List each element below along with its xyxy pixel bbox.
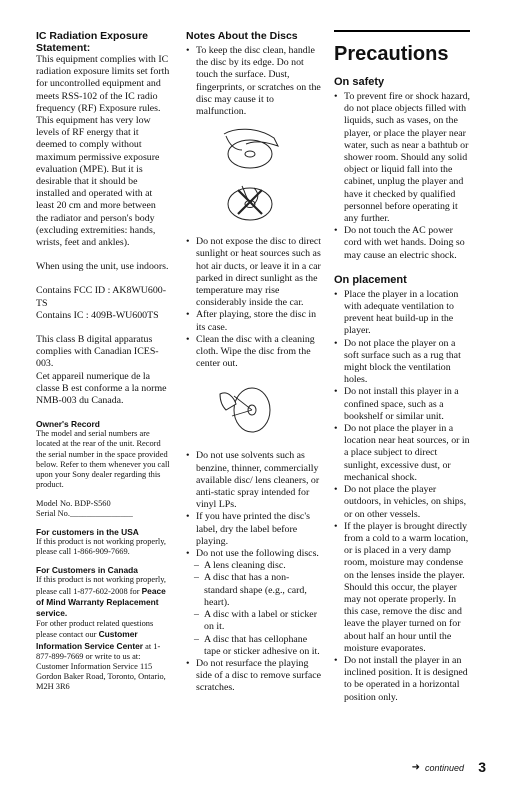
- list-item: – A disc that has cellophane tape or sticker adhesive on it.: [186, 634, 322, 658]
- owners-record-title: Owner's Record: [36, 419, 100, 430]
- canada-text-3: at 1-877-899-7669 or write to us at: Customer Information Service 115 Gordon Baker Road, Toronto, Ontario, M2H 3R6: [36, 641, 166, 692]
- placement-list: [334, 289, 470, 704]
- disc-handling-illustration: [216, 124, 288, 230]
- hand-holding-disc-icon: [224, 129, 278, 168]
- unusable-discs-list: [186, 560, 322, 658]
- page-footer: [396, 760, 486, 776]
- owners-record-body: The model and serial numbers are located at the rear of the unit. Record the serial number in the space provided below. Refer to them whenever you call upon your Sony dealer regarding this product.: [36, 429, 170, 490]
- column-middle: [186, 30, 322, 695]
- column-left: [36, 30, 170, 693]
- list-item: • Do not resurface the playing side of a disc to remove surface scratches.: [186, 658, 322, 695]
- on-placement-title: On placement: [334, 273, 407, 286]
- indoors-note: When using the unit, use indoors.: [36, 261, 169, 273]
- arrow-right-icon: ➜: [411, 762, 420, 773]
- list-item: • Do not use solvents such as benzine, thinner, commercially available disc/ lens cleaners, or anti-static spray intended for vinyl LPs.: [186, 450, 322, 511]
- ic-radiation-title: IC Radiation Exposure Statement:: [36, 30, 149, 54]
- disc-notes-list-1: [186, 45, 322, 118]
- disc-notes-list-4: [186, 658, 322, 695]
- fcc-id: Contains FCC ID : AK8WU600-TS: [36, 285, 167, 309]
- list-item: • If the player is brought directly from a cold to a warm location, or is placed in a very damp room, moisture may condense on the lenses inside the player. Should this occur, the player may not operate properly. In this case, remove the disc and leave the player turned on for about half an hour until the moisture evaporates.: [334, 521, 470, 655]
- serial-number: Serial No._______________: [36, 508, 133, 518]
- canada-paragraph-2: [36, 619, 170, 692]
- list-item: – A lens cleaning disc.: [186, 560, 322, 572]
- ic-id: Contains IC : 409B-WU600TS: [36, 309, 159, 321]
- list-item: • Do not place the player on a soft surface such as a rug that might block the ventilation holes.: [334, 338, 470, 387]
- list-item: • To prevent fire or shock hazard, do not place objects filled with liquids, such as vases, on the player, or place the player near water, such as near a bathtub or shower room. Should any solid object or liquid fall into the cabinet, unplug the player and have it checked by qualified personnel before operating it any further.: [334, 91, 470, 225]
- usa-title: For customers in the USA: [36, 526, 139, 537]
- list-item: • Do not place the player outdoors, in vehicles, on ships, or on other vessels.: [334, 484, 470, 521]
- list-item: – A disc with a label or sticker on it.: [186, 609, 322, 633]
- list-item: • If you have printed the disc's label, dry the label before playing.: [186, 511, 322, 548]
- disc-cleaning-illustration: [216, 376, 276, 444]
- canada-text-2: For other product related questions please contact our: [36, 619, 154, 640]
- warranty-service: Peace of Mind Warranty Replacement service.: [36, 585, 166, 618]
- canada-title: For Customers in Canada: [36, 565, 138, 576]
- list-item: • Place the player in a location with adequate ventilation to prevent heat build-up in the player.: [334, 289, 470, 338]
- usa-body: If this product is not working properly, please call 1-866-909-7669.: [36, 536, 166, 557]
- list-item: • Do not install this player in a confined space, such as a bookshelf or similar unit.: [334, 386, 470, 423]
- list-item: • Do not touch the AC power cord with wet hands. Doing so may cause an electric shock.: [334, 225, 470, 262]
- canada-paragraph-1: [36, 575, 170, 619]
- list-item: • Clean the disc with a cleaning cloth. Wipe the disc from the center out.: [186, 334, 322, 371]
- class-b-english: This class B digital apparatus complies with Canadian ICES-003.: [36, 334, 159, 370]
- on-safety-title: On safety: [334, 76, 385, 88]
- list-item: – A disc that has a non-standard shape (e.g., card, heart).: [186, 572, 322, 609]
- fingerprint-disc-icon: [228, 186, 272, 220]
- safety-list: [334, 91, 470, 262]
- precautions-title: Precautions: [334, 30, 470, 66]
- notes-discs-title: Notes About the Discs: [186, 30, 298, 42]
- list-item: • Do not expose the disc to direct sunlight or heat sources such as hot air ducts, or leave it in a car parked in direct sunlight as the temperature may rise considerably inside the car.: [186, 236, 322, 309]
- disc-notes-list-2: [186, 236, 322, 370]
- disc-notes-list-3: [186, 450, 322, 560]
- list-item: • After playing, store the disc in its case.: [186, 309, 322, 333]
- list-item: • Do not install the player in an inclined position. It is designed to be operated in a horizontal position only.: [334, 655, 470, 704]
- list-item: • Do not use the following discs.: [186, 548, 322, 560]
- continued-label: continued: [424, 763, 464, 773]
- class-b-french: Cet appareil numerique de la classe B est conforme a la norme NMB-003 du Canada.: [36, 370, 167, 407]
- column-right: [334, 30, 470, 704]
- customer-service-center: Customer Information Service Center: [36, 629, 144, 651]
- list-item: • Do not place the player in a location near heat sources, or in a place subject to direct sunlight, excessive dust, or mechanical shock.: [334, 423, 470, 484]
- ic-radiation-body: This equipment complies with IC radiation exposure limits set forth for uncontrolled equipment and meets RSS-102 of the IC radio frequency (RF) Exposure rules. This equipment has very low levels of RF energy that it deemed to comply without maximum permissive exposure evaluation (MPE). But it is desirable that it should be installed and operated with at least 20 cm and more between the radiator and person's body (excluding extremities: hands, wrists, feet and ankles).: [36, 54, 170, 249]
- model-number: Model No. BDP-S560: [36, 498, 111, 508]
- list-item: • To keep the disc clean, handle the disc by its edge. Do not touch the surface. Dust, fingerprints, or scratches on the disc may cause it to malfunction.: [186, 45, 322, 118]
- page-number: 3: [478, 759, 486, 775]
- canada-text-1: If this product is not working properly, please call 1-877-602-2008 for: [36, 575, 166, 596]
- cleaning-disc-icon: [220, 388, 270, 432]
